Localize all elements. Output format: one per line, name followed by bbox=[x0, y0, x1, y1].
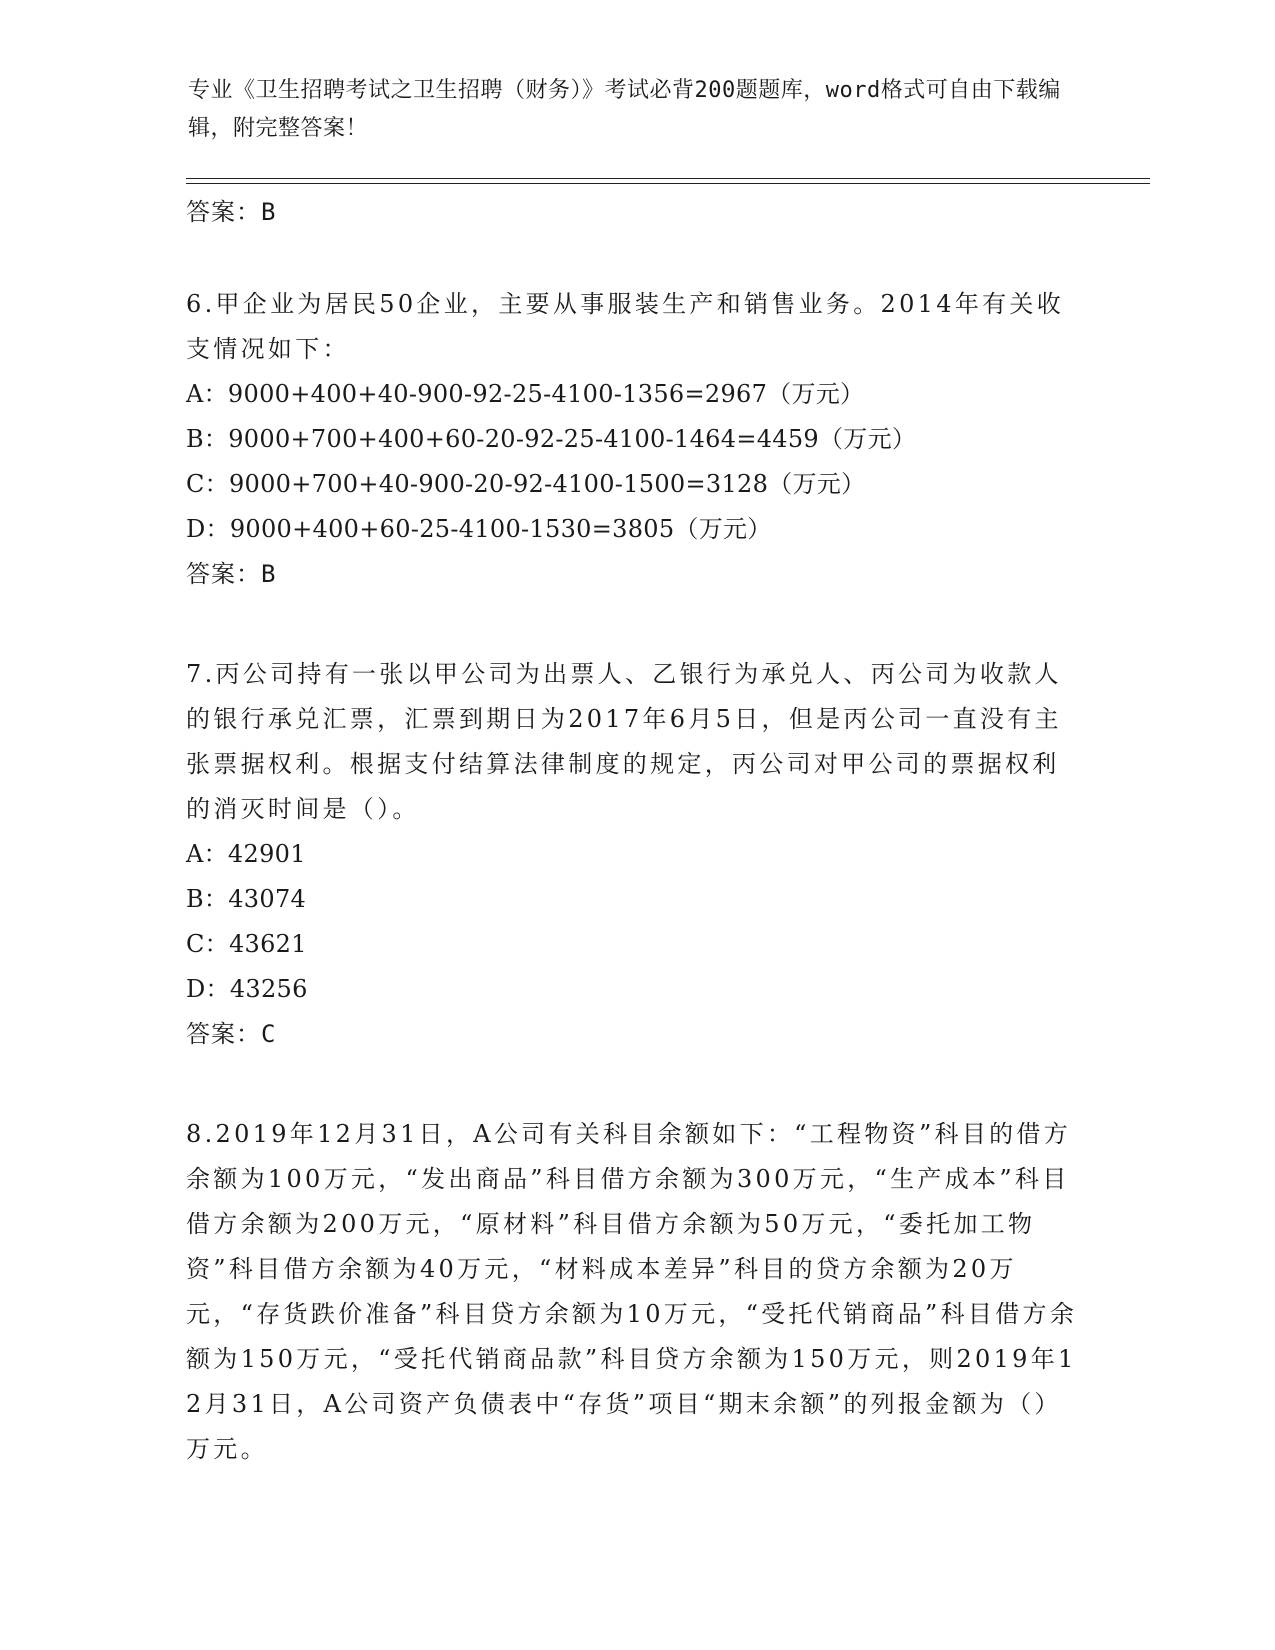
question-answer: 答案：C bbox=[186, 1020, 277, 1048]
question-block-7 bbox=[186, 652, 1086, 1054]
previous-question-answer: 答案：B bbox=[186, 198, 277, 226]
option-a: A：42901 bbox=[186, 840, 306, 868]
header-divider-line bbox=[186, 178, 1150, 179]
question-text: 6.甲企业为居民50企业，主要从事服装生产和销售业务。2014年有关收支情况如下： bbox=[186, 290, 1065, 363]
option-a: A：9000+400+40-900-92-25-4100-1356=2967（万元） bbox=[186, 380, 865, 408]
question-list bbox=[186, 190, 1086, 1472]
option-b: B：9000+700+400+60-20-92-25-4100-1464=4459（万元） bbox=[186, 425, 917, 453]
option-c: C：43621 bbox=[186, 930, 307, 958]
header-divider-line-secondary bbox=[186, 183, 1150, 184]
option-b: B：43074 bbox=[186, 885, 307, 913]
option-d: D：43256 bbox=[186, 975, 308, 1003]
question-text: 8.2019年12月31日，A公司有关科目余额如下：“工程物资”科目的借方余额为100万元，“发出商品”科目借方余额为300万元，“生产成本”科目借方余额为200万元，“原材料”科目借方余额为50万元，“委托加工物资”科目借方余额为40万元，“材料成本差异”科目的贷方余额为20万元，“存货跌价准备”科目贷方余额为10万元，“受托代销商品”科目借方余额为150万元，“受托代销商品款”科目贷方余额为150万元，则2019年12月31日，A公司资产负债表中“存货”项目“期末余额”的列报金额为（）万元。 bbox=[186, 1120, 1078, 1463]
question-block-8 bbox=[186, 1112, 1086, 1472]
document-header-description: 专业《卫生招聘考试之卫生招聘（财务）》考试必背200题题库，word格式可自由下载编辑，附完整答案！ bbox=[188, 78, 1061, 141]
option-d: D：9000+400+60-25-4100-1530=3805（万元） bbox=[186, 515, 772, 543]
question-block-6 bbox=[186, 282, 1086, 594]
option-c: C：9000+700+40-900-20-92-4100-1500=3128（万元） bbox=[186, 470, 866, 498]
question-answer: 答案：B bbox=[186, 560, 277, 588]
question-text: 7.丙公司持有一张以甲公司为出票人、乙银行为承兑人、丙公司为收款人的银行承兑汇票，汇票到期日为2017年6月5日，但是丙公司一直没有主张票据权利。根据支付结算法律制度的规定，丙公司对甲公司的票据权利的消灭时间是（）。 bbox=[186, 660, 1062, 823]
